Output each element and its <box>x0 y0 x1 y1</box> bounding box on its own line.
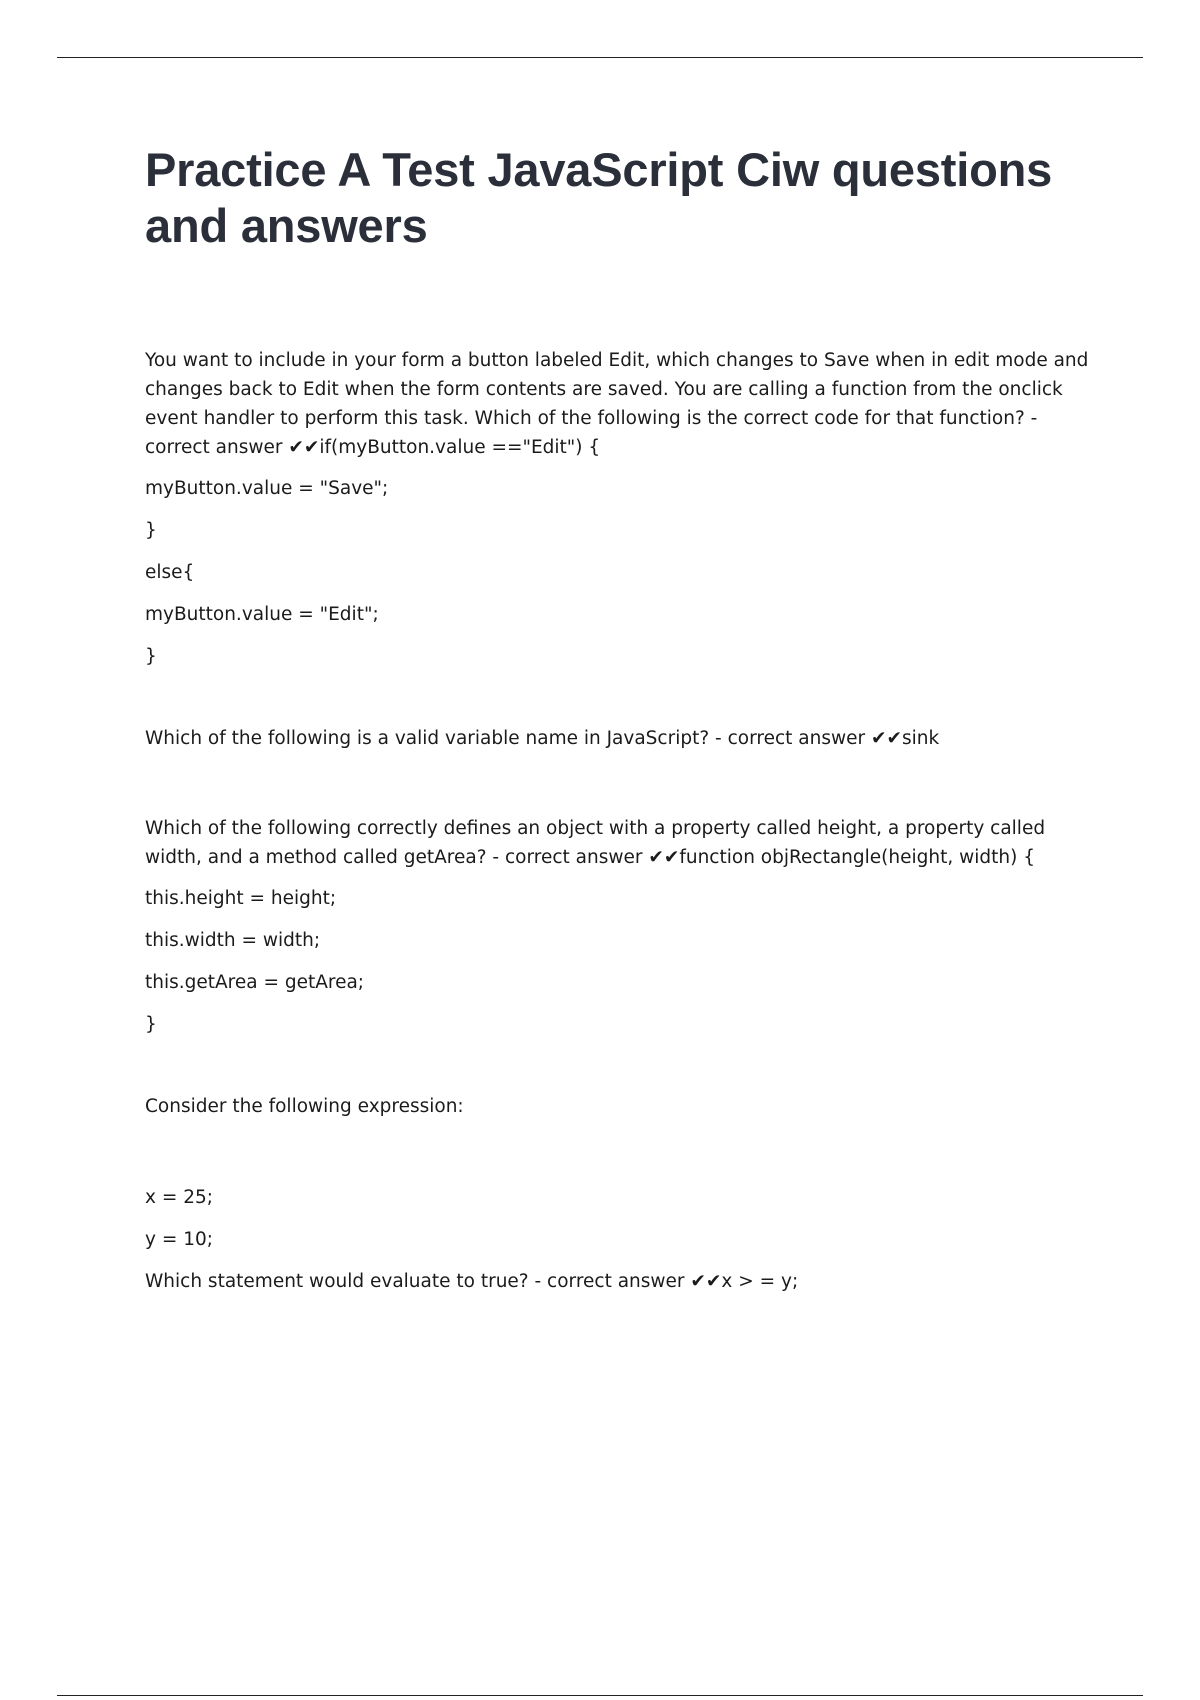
code-line: this.width = width; <box>145 930 321 951</box>
qa-item-3 <box>145 814 1095 1039</box>
qa-item-4 <box>145 1092 1095 1296</box>
document-title-line-1: Practice A Test JavaScript Ciw questions <box>145 143 1053 196</box>
code-line: } <box>145 1014 157 1035</box>
code-line: else{ <box>145 562 195 583</box>
bottom-rule <box>57 1695 1143 1696</box>
qa-item-2 <box>145 724 1095 753</box>
document-title-line-2: and answers <box>145 199 428 252</box>
document-header <box>145 142 1095 254</box>
code-line: myButton.value = "Save"; <box>145 478 389 499</box>
code-line: } <box>145 646 157 667</box>
top-rule <box>57 57 1143 58</box>
code-line: } <box>145 520 157 541</box>
code-line: myButton.value = "Edit"; <box>145 604 379 625</box>
code-line: this.getArea = getArea; <box>145 972 365 993</box>
answer-text: Which statement would evaluate to true? - correct answer ✔✔x > = y; <box>145 1271 799 1292</box>
code-line: y = 10; <box>145 1229 213 1250</box>
code-line: this.height = height; <box>145 888 337 909</box>
question-text: Which of the following is a valid variable name in JavaScript? - correct answer ✔✔sink <box>145 728 940 749</box>
question-text: Consider the following expression: <box>145 1096 464 1117</box>
document-title <box>145 142 1095 254</box>
question-text: You want to include in your form a button labeled Edit, which changes to Save when in edit mode and changes back to Edit when the form contents are saved. You are calling a function from the onclick event handler to perform this task. Which of the following is the correct code for that function? - correct answer ✔✔if(myButton.value =="Edit") { <box>145 350 1089 458</box>
qa-item-1 <box>145 346 1095 671</box>
document-body <box>145 346 1095 1296</box>
code-line: x = 25; <box>145 1187 213 1208</box>
question-text: Which of the following correctly defines an object with a property called height, a property called width, and a method called getArea? - correct answer ✔✔function objRectangle(height, width) { <box>145 818 1046 868</box>
